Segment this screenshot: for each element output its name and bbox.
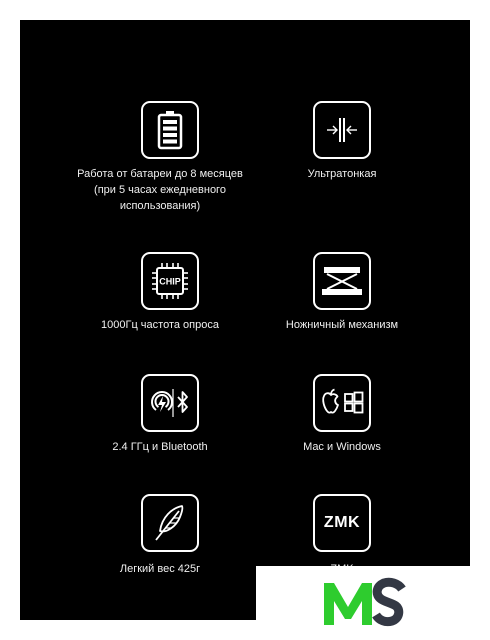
ultrathin-icon xyxy=(313,101,371,159)
feature-label: 1000Гц частота опроса xyxy=(101,319,219,331)
features-panel xyxy=(20,20,470,620)
feather-icon xyxy=(141,494,199,552)
chip-icon-text: CHIP xyxy=(159,276,181,287)
feature-label: Ультратонкая xyxy=(307,168,377,180)
feature-label: Легкий вес 425г xyxy=(119,563,201,575)
ms-logo-watermark xyxy=(256,566,470,640)
wireless-bluetooth-icon xyxy=(141,374,199,432)
mac-windows-icon xyxy=(313,374,371,432)
feature-label: Работа от батареи до 8 месяцев (при 5 часах ежедневного использования) xyxy=(77,168,243,212)
feature-label: Mac и Windows xyxy=(303,441,381,453)
chip-icon xyxy=(141,252,199,310)
battery-icon xyxy=(141,101,199,159)
ms-logo-icon xyxy=(318,575,408,631)
scissor-mechanism-icon xyxy=(313,252,371,310)
feature-label: 2.4 ГГц и Bluetooth xyxy=(112,441,208,453)
feature-label: Ножничный механизм xyxy=(285,319,399,331)
zmk-icon-text: ZMK xyxy=(323,514,361,531)
zmk-icon xyxy=(313,494,371,552)
